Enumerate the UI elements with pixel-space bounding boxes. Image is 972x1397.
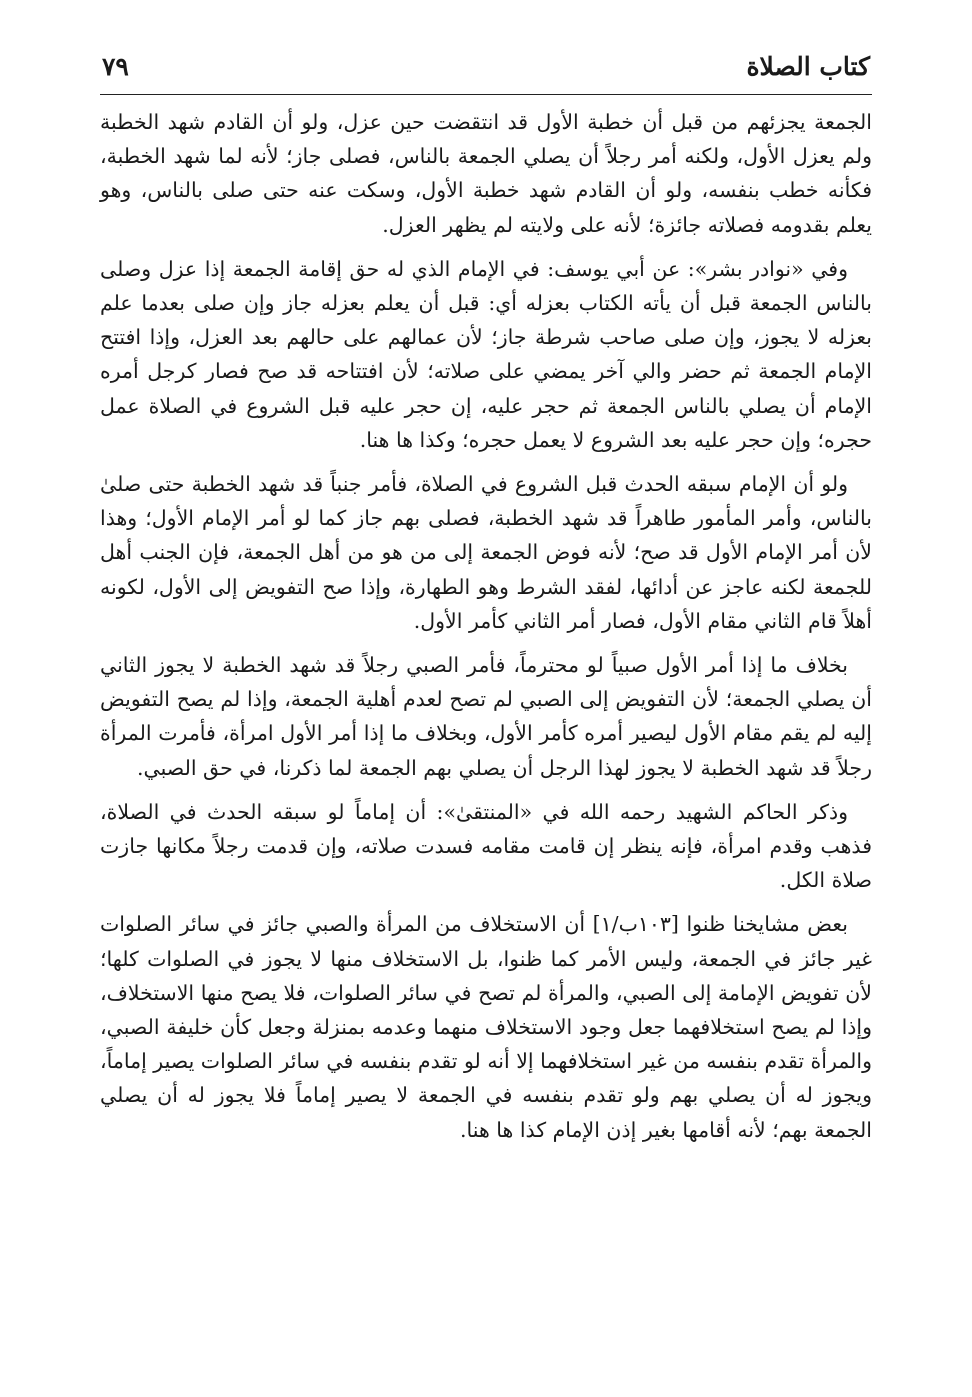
page-number: ٧٩ (102, 52, 129, 81)
paragraph: بعض مشايخنا ظنوا [١٠٣ب/١] أن الاستخلاف من المرأة والصبي جائز في سائر الصلوات غير جائز في الجمعة، وليس الأمر كما ظنوا، بل الاستخلاف منها لا يجوز في الصلوات كلها؛ لأن تفويض الإمامة إلى الصبي، والمرأة لم تصح في سائر الصلوات، فلا يصح منها الاستخلاف، وإذا لم يصح استخلافهما جعل وجود الاستخلاف منهما وعدمه بمنزلة وجعل كأن خليفة الصبي، والمرأة تقدم بنفسه من غير استخلافهما إلا أنه لو تقدم بنفسه في سائر الصلوات يصير إماماً، ويجوز له أن يصلي بهم ولو تقدم بنفسه في الجمعة لا يصير إماماً فلا يجوز له أن يصلي الجمعة بهم؛ لأنه أقامها بغير إذن الإمام كذا ها هنا. (100, 912, 872, 1142)
running-title: كتاب الصلاة (746, 52, 870, 81)
page-header (100, 52, 872, 95)
paragraph: بخلاف ما إذا أمر الأول صبياً لو محترماً، فأمر الصبي رجلاً قد شهد الخطبة لا يجوز الثاني أن يصلي الجمعة؛ لأن التفويض إلى الصبي لم تصح لعدم أهلية الجمعة، وإذا لم يصح التفويض إليه لم يقم مقام الأول ليصير أمره كأمر الأول، وبخلاف ما إذا أمر الأول امرأة، فأمرت المرأة رجلاً قد شهد الخطبة لا يجوز لهذا الرجل أن يصلي بهم الجمعة لما ذكرنا، في حق الصبي. (100, 653, 872, 780)
paragraph: ولو أن الإمام سبقه الحدث قبل الشروع في الصلاة، فأمر جنباً قد شهد الخطبة حتى صلىٰ بالناس، وأمر المأمور طاهراً قد شهد الخطبة، فصلى بهم جاز كما لو أمر الإمام الأول؛ وهذا لأن أمر الإمام الأول قد صح؛ لأنه فوض الجمعة إلى من هو من أهل الجمعة، فإن الجنب أهل للجمعة لكنه عاجز عن أدائها، لفقد الشرط وهو الطهارة، وإذا صح التفويض إلى الأول، لكونه أهلاً قام الثاني مقام الأول، فصار أمر الثاني كأمر الأول. (100, 472, 872, 633)
document-page (100, 52, 872, 1372)
paragraph: وفي «نوادر بشر»: عن أبي يوسف: في الإمام الذي له حق إقامة الجمعة إذا عزل وصلى بالناس الجمعة قبل أن يأته الكتاب بعزله أي: قبل أن يعلم بعزله جاز وإن صلى بعدما علم بعزله لا يجوز، وإن صلى صاحب شرطة جاز؛ لأن عمالهم على حالهم بعد العزل، وإذا افتتح الإمام الجمعة ثم حضر والي آخر يمضي على صلاته؛ لأن افتتاحه قد صح فصار كرجل أمره الإمام أن يصلي بالناس الجمعة ثم حجر عليه، إن حجر عليه قبل الشروع في الصلاة عمل حجره؛ وإن حجر عليه بعد الشروع لا يعمل حجره؛ وكذا ها هنا. (100, 256, 872, 452)
page-body (100, 95, 872, 1147)
paragraph: وذكر الحاكم الشهيد رحمه الله في «المنتقىٰ»: أن إماماً لو سبقه الحدث في الصلاة، فذهب وقدم امرأة، فإنه ينظر إن قامت مقامه فسدت صلاته، وإن قدمت رجلاً مكانها جازت صلاة الكل. (100, 799, 872, 893)
paragraph: الجمعة يجزئهم من قبل أن خطبة الأول قد انتقضت حين عزل، ولو أن القادم شهد الخطبة ولم يعزل الأول، ولكنه أمر رجلاً أن يصلي الجمعة بالناس، فصلى جاز؛ لأنه لما شهد الخطبة، فكأنه خطب بنفسه، ولو أن القادم شهد خطبة الأول، وسكت عنه حتى صلى بالناس، وهو يعلم بقدومه فصلاته جائزة؛ لأنه على ولايته لم يظهر العزل. (100, 110, 872, 237)
